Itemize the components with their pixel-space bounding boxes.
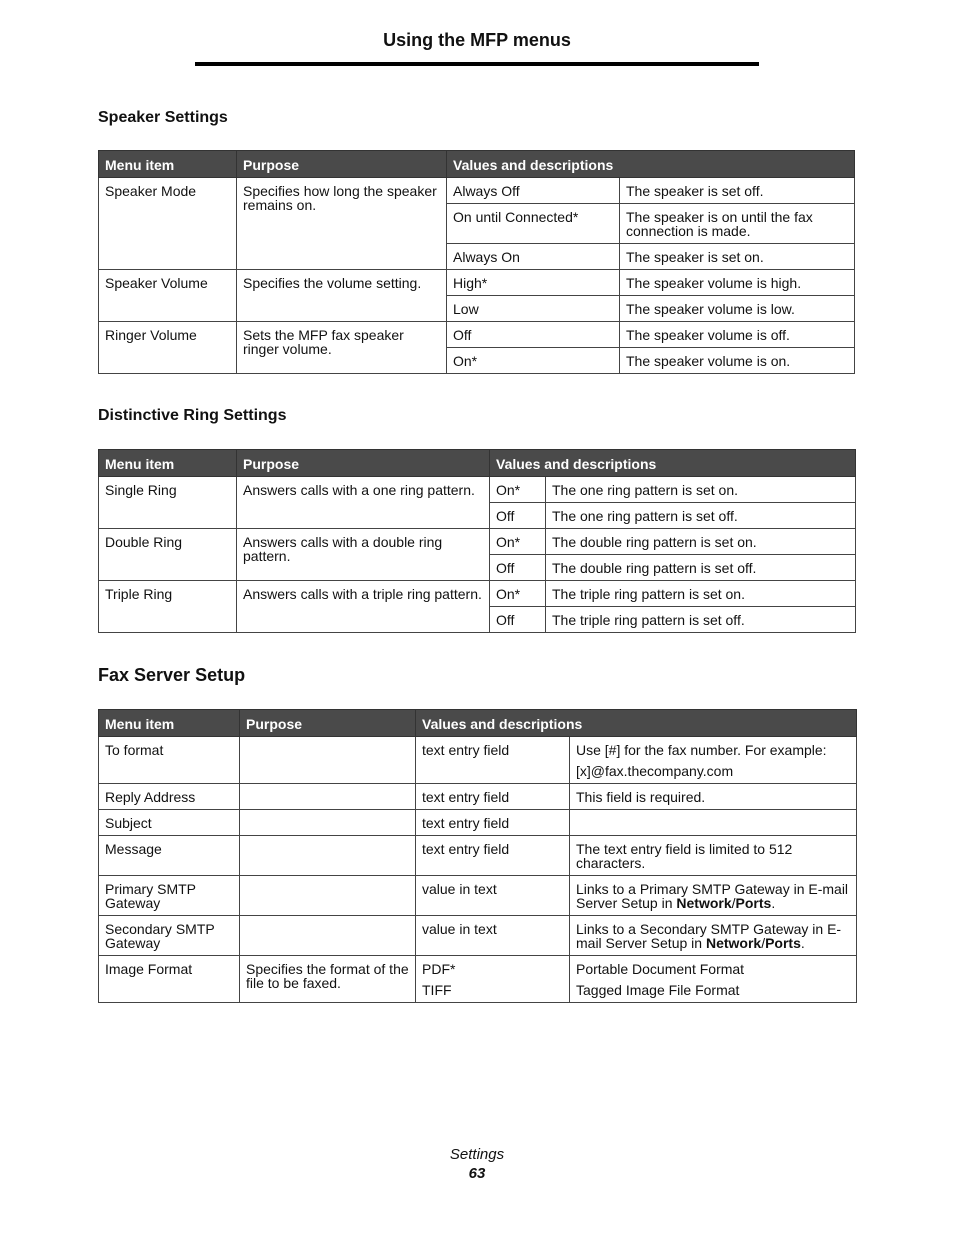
description-cell: The double ring pattern is set off. (546, 555, 856, 581)
fax-server-setup-heading: Fax Server Setup (98, 665, 246, 685)
value-cell: Low (447, 296, 620, 322)
description-cell: The speaker volume is off. (620, 322, 855, 348)
table-row (99, 178, 855, 204)
value-cell: value in text (416, 916, 570, 956)
period: . (771, 895, 776, 911)
description-cell (570, 810, 857, 836)
menu-path-ports: Ports (765, 935, 801, 951)
table-row (99, 737, 857, 784)
footer-section-label: Settings (449, 1146, 505, 1163)
purpose-cell: Answers calls with a double ring pattern. (237, 529, 490, 581)
col-purpose: Purpose (237, 450, 490, 477)
value-cell: Always On (447, 244, 620, 270)
description-cell: The triple ring pattern is set on. (546, 581, 856, 607)
description-cell: This field is required. (570, 784, 857, 810)
description-text: Links to a Primary SMTP Gateway in E-mail Server Setup in (576, 881, 849, 911)
speaker-settings-table (98, 150, 855, 374)
table-header-row (99, 151, 855, 178)
path-separator: / (731, 895, 736, 911)
description-line: Use [#] for the fax number. For example: (576, 742, 827, 758)
purpose-cell (240, 784, 416, 810)
description-cell: The triple ring pattern is set off. (546, 607, 856, 633)
purpose-cell (240, 737, 416, 784)
col-menu-item: Menu item (99, 151, 237, 178)
page-number: 63 (468, 1165, 486, 1182)
value-cell: On until Connected* (447, 204, 620, 244)
description-cell (570, 916, 857, 956)
purpose-cell: Specifies the format of the file to be faxed. (240, 956, 416, 1003)
purpose-cell: Answers calls with a triple ring pattern. (237, 581, 490, 633)
header-rule (195, 62, 759, 66)
table-row (99, 810, 857, 836)
description-cell: The speaker volume is on. (620, 348, 855, 374)
menu-item-cell: Image Format (99, 956, 240, 1003)
description-cell: The text entry field is limited to 512 characters. (570, 836, 857, 876)
value-pdf: PDF* (422, 961, 456, 977)
menu-item-cell: Speaker Mode (99, 178, 237, 270)
col-purpose: Purpose (240, 710, 416, 737)
value-tiff: TIFF (422, 982, 452, 998)
purpose-cell: Sets the MFP fax speaker ringer volume. (237, 322, 447, 374)
table-row (99, 916, 857, 956)
menu-item-cell: Subject (99, 810, 240, 836)
description-cell: The speaker volume is high. (620, 270, 855, 296)
description-cell (570, 956, 857, 1003)
value-cell: On* (490, 529, 546, 555)
description-cell: The one ring pattern is set off. (546, 503, 856, 529)
speaker-settings-heading: Speaker Settings (98, 109, 228, 126)
description-cell: The speaker volume is low. (620, 296, 855, 322)
value-cell: text entry field (416, 784, 570, 810)
table-row (99, 322, 855, 348)
period: . (800, 935, 805, 951)
value-cell: Off (447, 322, 620, 348)
description-cell (570, 876, 857, 916)
table-header-row (99, 710, 857, 737)
distinctive-ring-table (98, 449, 856, 633)
description-tiff: Tagged Image File Format (576, 982, 740, 998)
purpose-cell: Answers calls with a one ring pattern. (237, 477, 490, 529)
value-cell: text entry field (416, 810, 570, 836)
value-cell: value in text (416, 876, 570, 916)
purpose-cell: Specifies how long the speaker remains on. (237, 178, 447, 270)
value-cell: Always Off (447, 178, 620, 204)
table-row (99, 529, 856, 555)
value-cell: On* (447, 348, 620, 374)
menu-path-ports: Ports (735, 895, 772, 911)
description-cell: The speaker is set off. (620, 178, 855, 204)
table-row (99, 784, 857, 810)
description-cell: The speaker is on until the fax connection is made. (620, 204, 855, 244)
menu-path-network: Network (676, 895, 732, 911)
page-header-title: Using the MFP menus (383, 30, 571, 50)
table-row (99, 477, 856, 503)
purpose-cell: Specifies the volume setting. (237, 270, 447, 322)
table-row (99, 956, 857, 1003)
menu-item-cell: Secondary SMTP Gateway (99, 916, 240, 956)
value-cell (416, 956, 570, 1003)
col-values: Values and descriptions (490, 450, 856, 477)
purpose-cell (240, 810, 416, 836)
value-cell: On* (490, 477, 546, 503)
menu-path-network: Network (705, 935, 762, 951)
example-address: [x]@fax.thecompany.com (576, 763, 734, 779)
table-row (99, 876, 857, 916)
menu-item-cell: To format (99, 737, 240, 784)
description-cell: The speaker is set on. (620, 244, 855, 270)
menu-item-cell: Ringer Volume (99, 322, 237, 374)
description-cell: The one ring pattern is set on. (546, 477, 856, 503)
table-row (99, 581, 856, 607)
distinctive-ring-heading: Distinctive Ring Settings (98, 407, 287, 424)
value-cell: High* (447, 270, 620, 296)
menu-item-cell: Reply Address (99, 784, 240, 810)
value-cell: Off (490, 607, 546, 633)
value-cell: text entry field (416, 737, 570, 784)
table-row (99, 836, 857, 876)
table-header-row (99, 450, 856, 477)
menu-item-cell: Speaker Volume (99, 270, 237, 322)
value-cell: Off (490, 555, 546, 581)
purpose-cell (240, 876, 416, 916)
fax-server-setup-table (98, 709, 857, 1003)
menu-item-cell: Triple Ring (99, 581, 237, 633)
value-cell: text entry field (416, 836, 570, 876)
description-cell: The double ring pattern is set on. (546, 529, 856, 555)
value-cell: On* (490, 581, 546, 607)
menu-item-cell: Double Ring (99, 529, 237, 581)
menu-item-cell: Single Ring (99, 477, 237, 529)
description-pdf: Portable Document Format (576, 961, 745, 977)
description-cell (570, 737, 857, 784)
purpose-cell (240, 916, 416, 956)
col-values: Values and descriptions (416, 710, 857, 737)
purpose-cell (240, 836, 416, 876)
description-text: Links to a Secondary SMTP Gateway in E-mail Server Setup in (576, 921, 842, 951)
col-values: Values and descriptions (447, 151, 855, 178)
col-menu-item: Menu item (99, 450, 237, 477)
col-menu-item: Menu item (99, 710, 240, 737)
col-purpose: Purpose (237, 151, 447, 178)
menu-item-cell: Primary SMTP Gateway (99, 876, 240, 916)
value-cell: Off (490, 503, 546, 529)
path-separator: / (761, 935, 766, 951)
menu-item-cell: Message (99, 836, 240, 876)
table-row (99, 270, 855, 296)
